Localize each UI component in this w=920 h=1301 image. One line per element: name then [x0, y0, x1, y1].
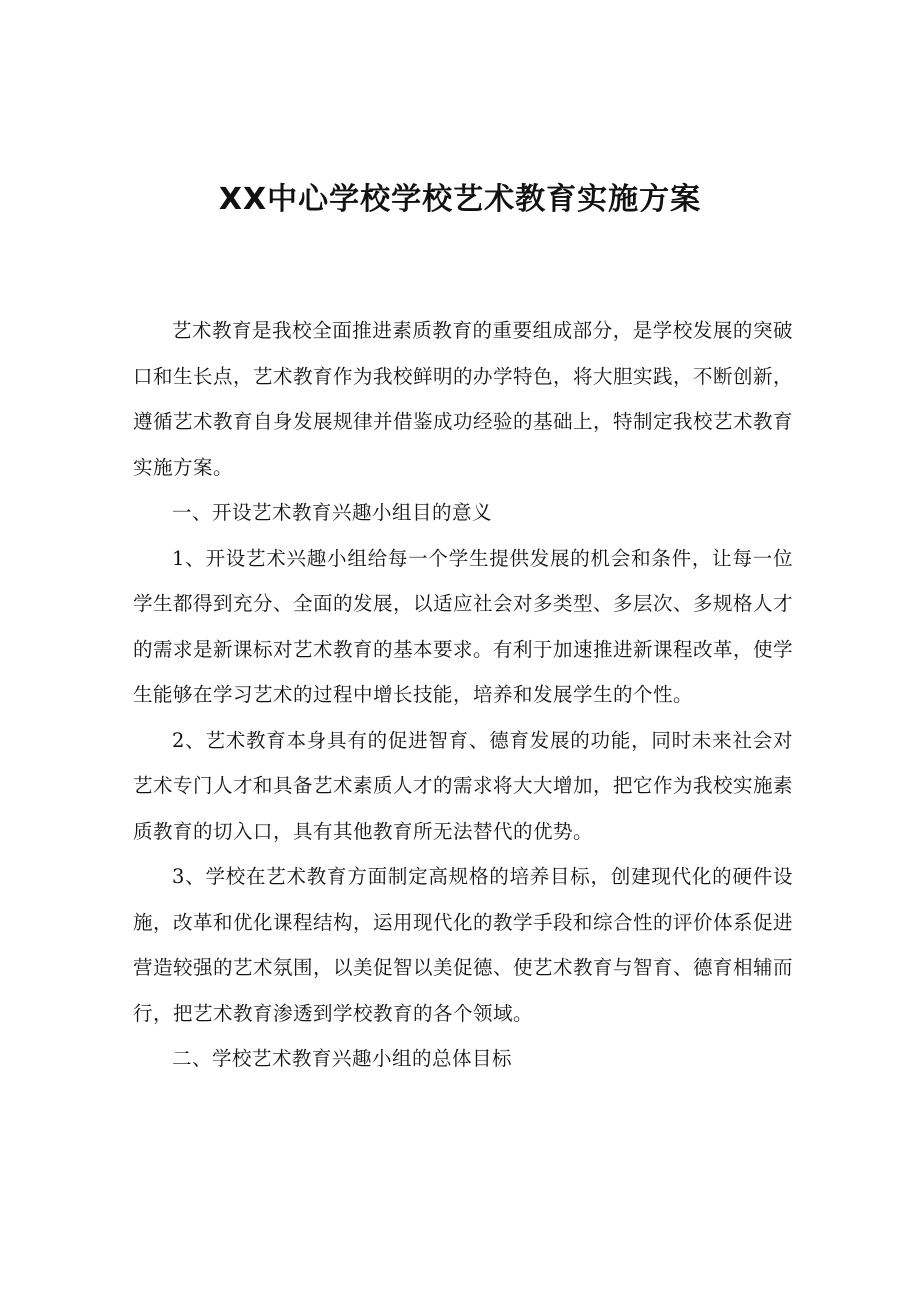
- list-item-2: 2、艺术教育本身具有的促进智育、德育发展的功能，同时未来社会对艺术专门人才和具备艺术素质人才的需求将大大增加，把它作为我校实施素质教育的切入口，具有其他教育所无法替代的优势。: [133, 728, 794, 843]
- section-heading-2: 二、学校艺术教育兴趣小组的总体目标: [172, 1047, 513, 1070]
- list-item-1: 1、开设艺术兴趣小组给每一个学生提供发展的机会和条件，让每一位学生都得到充分、全面的发展，以适应社会对多类型、多层次、多规格人才的需求是新课标对艺术教育的基本要求。有利于加速推进新课程改革，使学生能够在学习艺术的过程中增长技能，培养和发展学生的个性。: [133, 546, 794, 706]
- list-item-3: 3、学校在艺术教育方面制定高规格的培养目标，创建现代化的硬件设施，改革和优化课程结构，运用现代化的教学手段和综合性的评价体系促进营造较强的艺术氛围，以美促智以美促德、使艺术教育与智育、德育相辅而行，把艺术教育渗透到学校教育的各个领域。: [133, 865, 794, 1025]
- document-title: XX中心学校学校艺术教育实施方案: [218, 182, 702, 217]
- intro-paragraph: 艺术教育是我校全面推进素质教育的重要组成部分，是学校发展的突破口和生长点，艺术教育作为我校鲜明的办学特色，将大胆实践，不断创新，遵循艺术教育自身发展规律并借鉴成功经验的基础上，特制定我校艺术教育实施方案。: [133, 319, 794, 479]
- section-heading-1: 一、开设艺术教育兴趣小组目的意义: [172, 501, 493, 524]
- document-body: [133, 308, 793, 1082]
